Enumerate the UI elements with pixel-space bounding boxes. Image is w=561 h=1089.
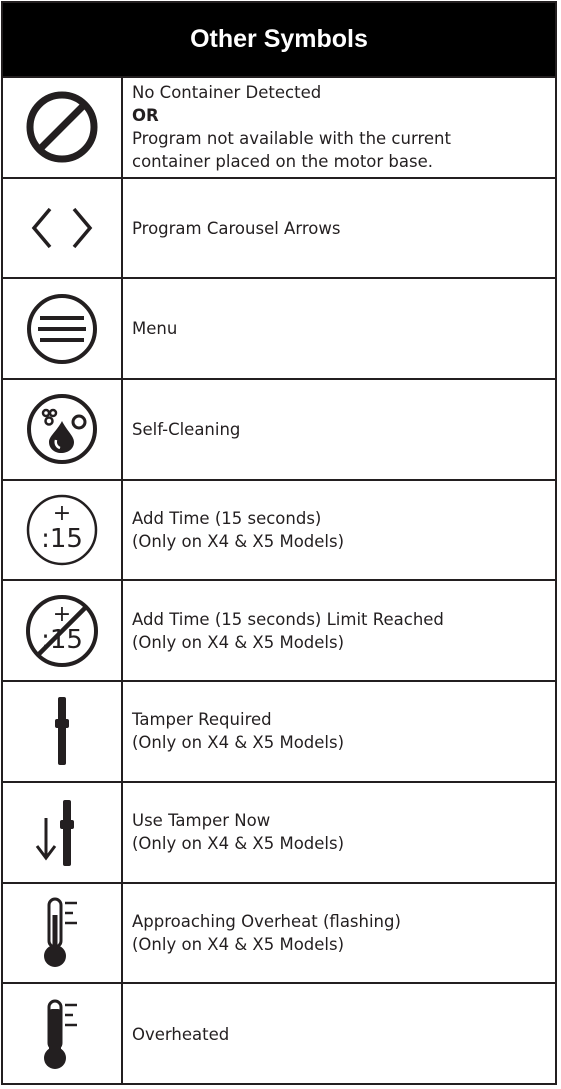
table-row (3, 783, 555, 884)
row-text: Use Tamper Now (Only on X4 & X5 Models) (132, 811, 345, 854)
overheated-icon (37, 995, 87, 1075)
row-text: Menu (132, 319, 178, 339)
table-row (3, 179, 555, 280)
row-text: No Container Detected OR Program not available with the current container placed on the motor base. (132, 83, 451, 172)
use-tamper-now-icon (32, 794, 92, 870)
row-text: Self-Cleaning (132, 419, 241, 439)
table-row (3, 481, 555, 582)
no-container-icon (24, 89, 100, 165)
row-text: Overheated (132, 1025, 230, 1045)
table-row (3, 380, 555, 481)
svg-text:+: + (52, 601, 72, 627)
add-time-limit-icon (24, 593, 100, 669)
row-text: Program Carousel Arrows (132, 218, 341, 238)
row-text: Tamper Required (Only on X4 & X5 Models) (132, 710, 345, 753)
table-row (3, 279, 555, 380)
carousel-arrows-icon (24, 203, 100, 253)
row-text: Approaching Overheat (flashing) (Only on X4 & X5 Models) (132, 911, 401, 954)
table-row (3, 682, 555, 783)
table-row (3, 78, 555, 179)
table-row (3, 581, 555, 682)
self-cleaning-icon (24, 391, 100, 467)
table-row (3, 884, 555, 985)
approaching-overheat-icon (37, 893, 87, 973)
add-time-icon (24, 492, 100, 568)
tamper-required-icon (42, 693, 82, 769)
table-title: Other Symbols (190, 25, 368, 53)
symbols-table (1, 1, 557, 1085)
menu-icon (24, 291, 100, 367)
row-text: Add Time (15 seconds) Limit Reached (Only on X4 & X5 Models) (132, 609, 444, 652)
svg-text::15: :15 (41, 624, 83, 655)
svg-text::15: :15 (41, 524, 83, 555)
table-row (3, 984, 555, 1085)
row-text: Add Time (15 seconds) (Only on X4 & X5 Models) (132, 509, 345, 552)
svg-text:+: + (52, 501, 72, 527)
table-header (3, 3, 555, 78)
